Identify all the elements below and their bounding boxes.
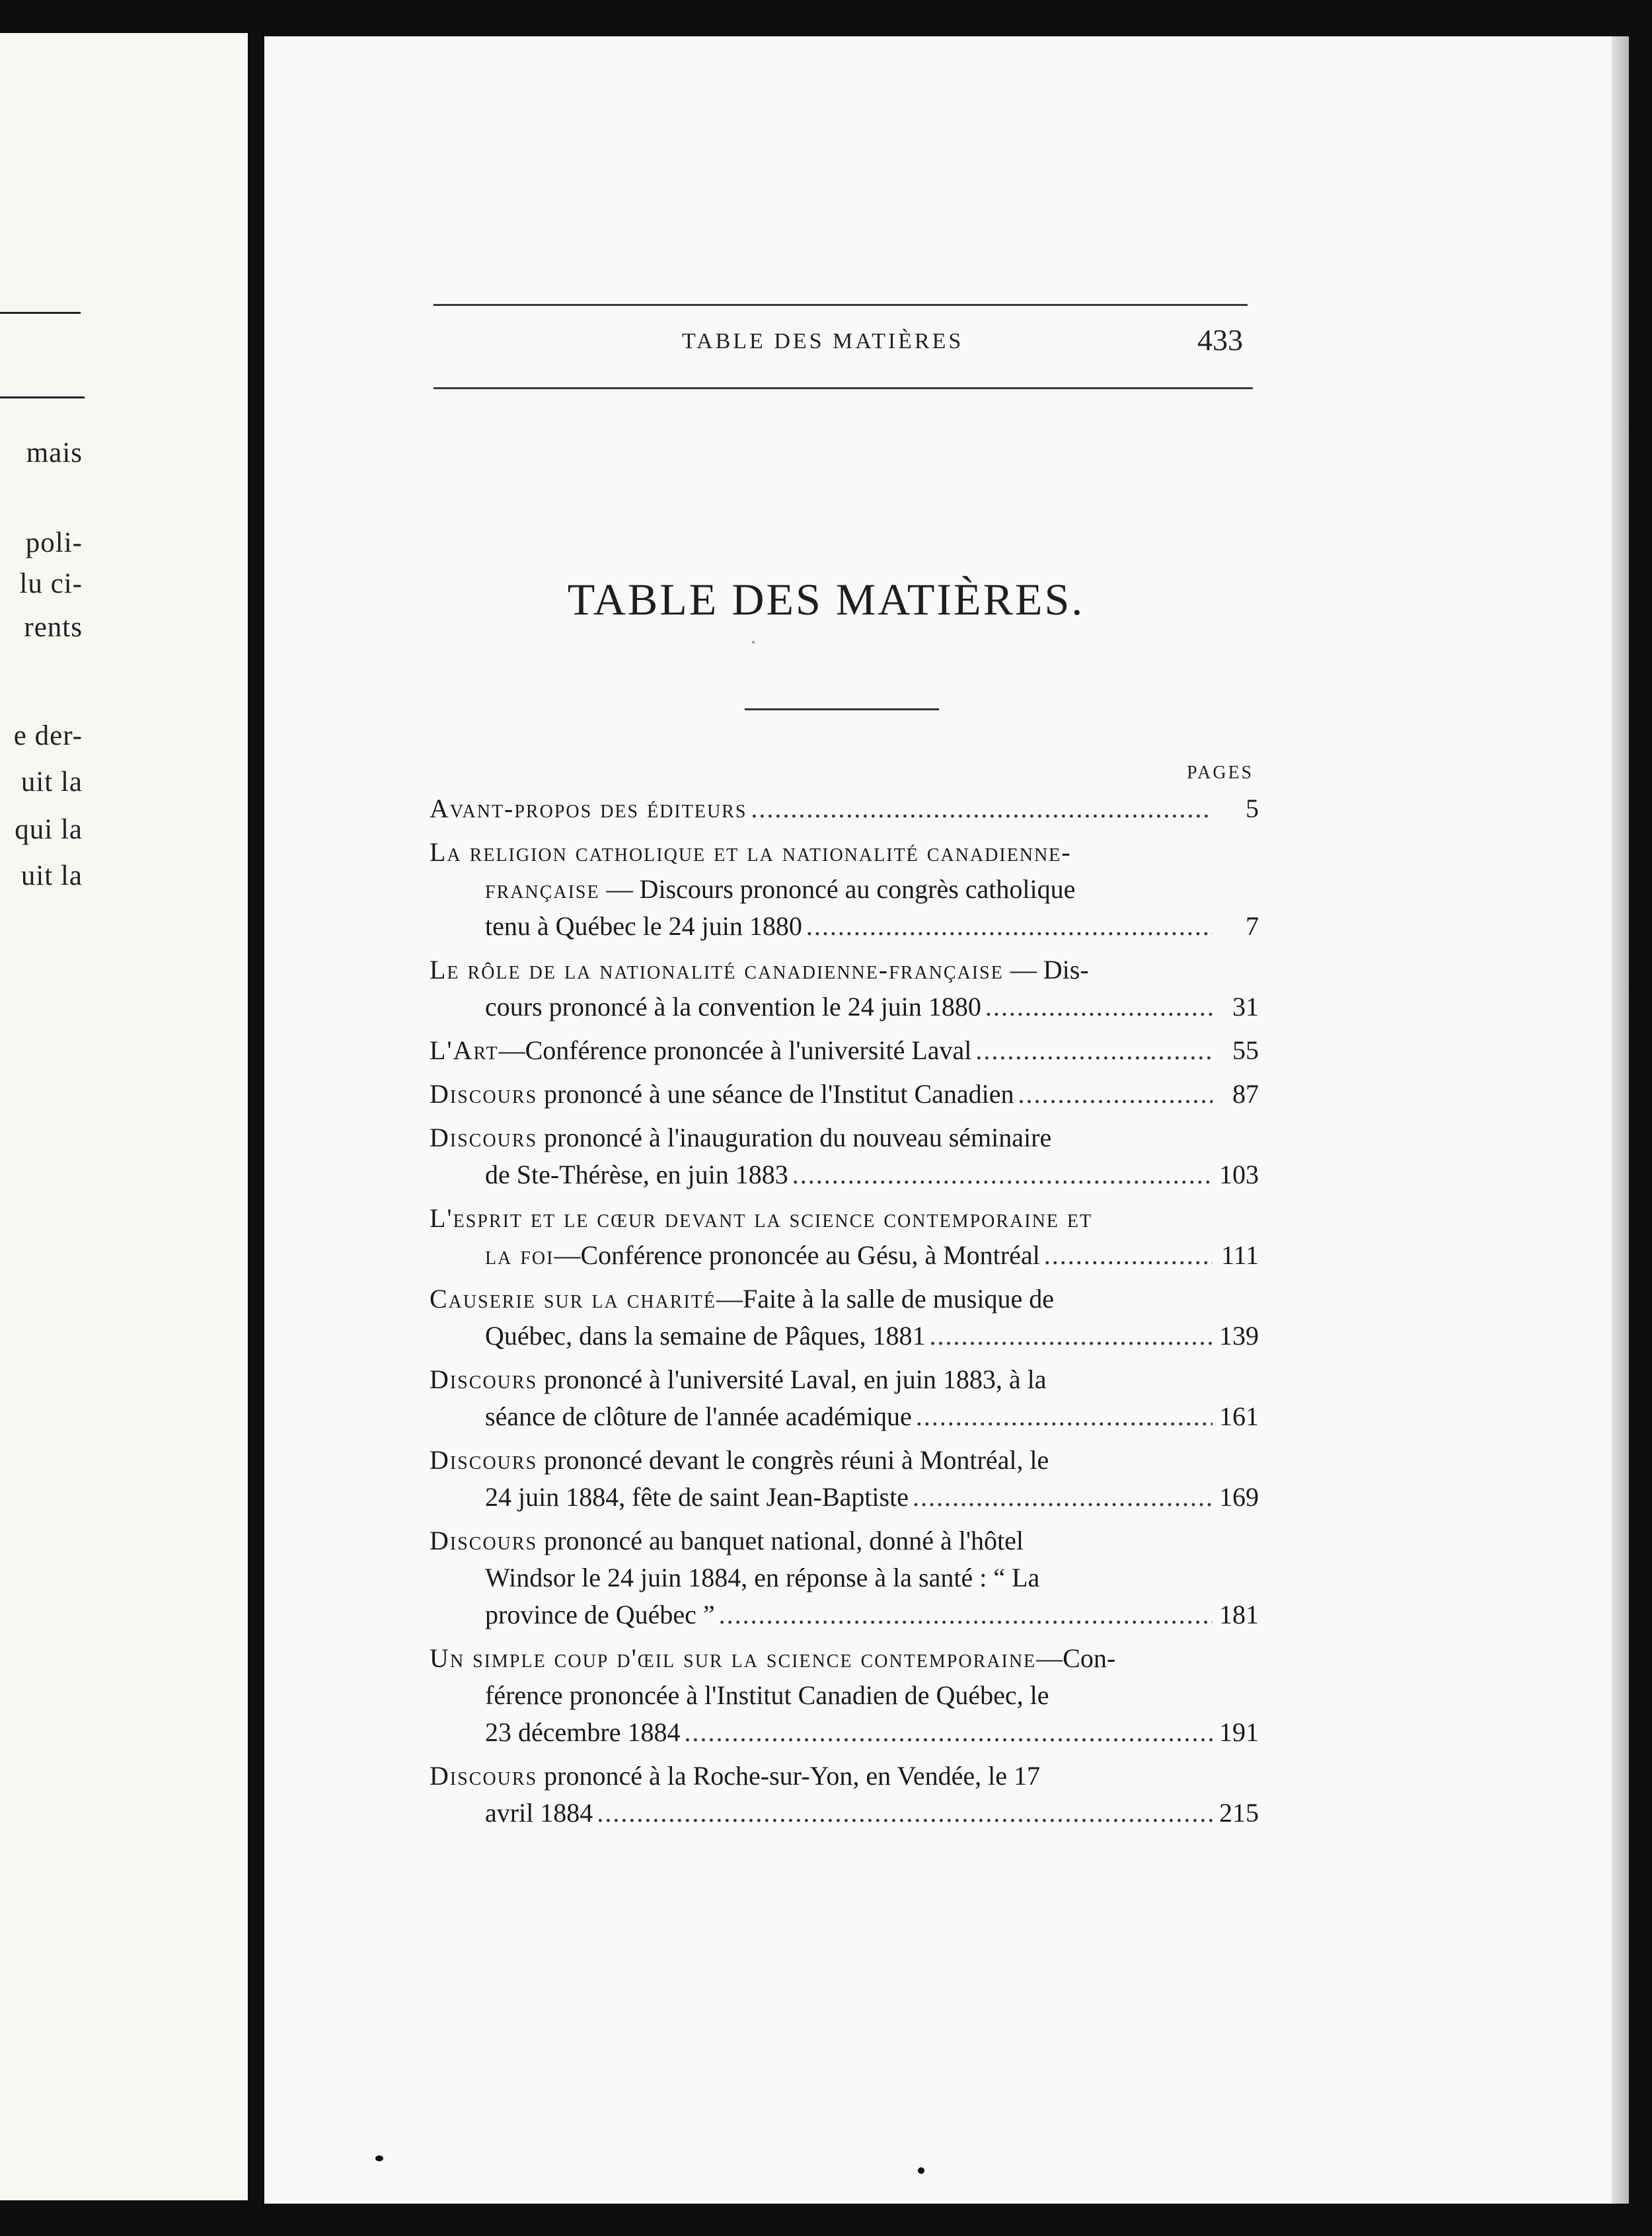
toc-entry-description: province de Québec ” bbox=[485, 1600, 715, 1629]
dot-leader bbox=[975, 1032, 1213, 1069]
left-page-text-line: poli- bbox=[25, 527, 83, 558]
toc-entry-line bbox=[430, 834, 1259, 871]
dot-leader bbox=[719, 1596, 1213, 1633]
toc-page-number: 191 bbox=[1219, 1717, 1259, 1747]
page-edge bbox=[1612, 36, 1629, 2204]
toc-page-number: 181 bbox=[1219, 1600, 1259, 1629]
left-page-text-line: e der- bbox=[13, 720, 83, 751]
toc-entry-line bbox=[430, 1596, 1259, 1633]
toc-entry-text bbox=[430, 951, 1089, 988]
toc-entry-text bbox=[485, 1795, 593, 1832]
toc-entry-line bbox=[430, 1318, 1259, 1355]
toc-entry bbox=[430, 1758, 1259, 1832]
toc-entry-text bbox=[485, 1318, 925, 1355]
ink-speck bbox=[752, 641, 755, 644]
toc-entry-description: prononcé au banquet national, donné à l'hôtel bbox=[537, 1526, 1024, 1555]
toc-entry-heading: Un simple coup d'œil sur la science contemporaine bbox=[430, 1643, 1037, 1673]
toc-entry-text bbox=[485, 1596, 715, 1633]
toc-entry-line bbox=[430, 1640, 1259, 1677]
toc-entry-description: cours prononcé à la convention le 24 juin 1880 bbox=[485, 992, 981, 1022]
dot-leader bbox=[1018, 1076, 1213, 1113]
toc-entry-description: séance de clôture de l'année académique bbox=[485, 1401, 912, 1431]
toc-entry-description: Québec, dans la semaine de Pâques, 1881 bbox=[485, 1321, 926, 1351]
toc-entry-text bbox=[430, 1200, 1092, 1237]
toc-entry-line bbox=[430, 1237, 1259, 1274]
page-title: TABLE DES MATIÈRES. bbox=[567, 574, 1085, 624]
toc-entry-text bbox=[430, 834, 1072, 871]
toc-entry-line bbox=[430, 1559, 1259, 1596]
toc-entry-line bbox=[430, 1714, 1259, 1751]
toc-entry-line bbox=[430, 1156, 1259, 1193]
toc-entry-heading: Discours bbox=[430, 1123, 538, 1152]
toc-page-number: 87 bbox=[1232, 1079, 1259, 1109]
toc-entry bbox=[430, 834, 1259, 945]
toc-entry-description: de Ste-Thérèse, en juin 1883 bbox=[485, 1160, 788, 1189]
toc-entry bbox=[430, 1119, 1259, 1193]
toc-entry-description: —Conférence prononcée au Gésu, à Montréal bbox=[554, 1240, 1040, 1270]
toc-entry-text bbox=[485, 1398, 912, 1435]
toc-entry-line bbox=[430, 1758, 1259, 1795]
toc-entry-line bbox=[430, 1479, 1259, 1516]
toc-entry-line bbox=[430, 1281, 1259, 1318]
toc-entry-heading: La religion catholique et la nationalité canadienne- bbox=[430, 837, 1072, 867]
ink-speck bbox=[918, 2167, 924, 2174]
toc-entry-heading: française bbox=[485, 874, 600, 904]
toc-entry-description: — Discours prononcé au congrès catholique bbox=[599, 874, 1076, 904]
toc-page-number: 103 bbox=[1219, 1160, 1259, 1189]
toc-entry-line bbox=[430, 871, 1259, 908]
toc-entry-text bbox=[430, 790, 747, 827]
toc-entry-description: —Faite à la salle de musique de bbox=[716, 1284, 1054, 1314]
toc-page-number: 215 bbox=[1219, 1798, 1259, 1828]
toc-entry bbox=[430, 790, 1259, 827]
toc-entry-heading: Discours bbox=[430, 1079, 538, 1109]
left-page-text-line: qui la bbox=[15, 814, 83, 845]
toc-entry-description: —Con- bbox=[1036, 1643, 1116, 1673]
toc-entry-line bbox=[430, 1032, 1259, 1069]
toc-entry-text bbox=[430, 1281, 1054, 1318]
left-page-fragment bbox=[0, 33, 248, 2200]
toc-entry-text bbox=[430, 1758, 1040, 1795]
toc-entry-description: 24 juin 1884, fête de saint Jean-Baptiste bbox=[485, 1482, 909, 1512]
toc-entry-heading: Causerie sur la charité bbox=[430, 1284, 717, 1314]
dot-leader bbox=[806, 908, 1213, 945]
toc-entry-line bbox=[430, 1398, 1259, 1435]
toc-entry bbox=[430, 1200, 1259, 1274]
left-rule-bottom bbox=[0, 396, 85, 398]
toc-page-number: 161 bbox=[1219, 1401, 1259, 1431]
toc-entry bbox=[430, 1076, 1259, 1113]
toc-entry-line bbox=[430, 1200, 1259, 1237]
left-page-text-line: mais bbox=[26, 437, 83, 468]
toc-page-number: 7 bbox=[1246, 911, 1259, 941]
toc-entry-description: tenu à Québec le 24 juin 1880 bbox=[485, 911, 802, 941]
toc-entry-line bbox=[430, 1076, 1259, 1113]
toc-entry-description: 23 décembre 1884 bbox=[485, 1717, 681, 1747]
toc-entry-line bbox=[430, 1522, 1259, 1559]
left-page-text-line: uit la bbox=[20, 860, 83, 891]
toc-entry-text bbox=[485, 1714, 680, 1751]
toc-entry-heading: Avant-propos des éditeurs bbox=[430, 794, 747, 823]
toc-page-number: 111 bbox=[1220, 1240, 1259, 1270]
dot-leader bbox=[1044, 1237, 1213, 1274]
pages-column-label: PAGES bbox=[1187, 763, 1254, 783]
dot-leader bbox=[929, 1318, 1213, 1355]
toc-entry-line bbox=[430, 1442, 1259, 1479]
toc-entry bbox=[430, 1032, 1259, 1069]
toc-entry-description: —Conférence prononcée à l'université Laval bbox=[498, 1035, 972, 1065]
toc-entry bbox=[430, 1640, 1259, 1751]
title-rule bbox=[745, 708, 939, 710]
dot-leader bbox=[792, 1156, 1213, 1193]
left-rule-top bbox=[0, 312, 81, 314]
toc-entry-text bbox=[485, 1479, 909, 1516]
toc-entry-text bbox=[485, 1237, 1040, 1274]
toc-entry-text bbox=[430, 1522, 1024, 1559]
toc-entry-heading: L'esprit et le cœur devant la science contemporaine et bbox=[430, 1203, 1093, 1233]
left-page-text-line: rents bbox=[24, 612, 83, 643]
toc-page-number: 55 bbox=[1232, 1035, 1259, 1065]
toc-entry-heading: Discours bbox=[430, 1526, 538, 1555]
toc-entry-line bbox=[430, 1795, 1259, 1832]
toc-entry-description: — Dis- bbox=[1003, 955, 1089, 985]
toc-entry-text bbox=[485, 1559, 1039, 1596]
left-page-text-line: lu ci- bbox=[19, 568, 83, 599]
left-page-text-line: uit la bbox=[20, 766, 83, 798]
table-of-contents bbox=[430, 790, 1259, 1838]
toc-entry bbox=[430, 1522, 1259, 1633]
toc-entry-line bbox=[430, 951, 1259, 988]
toc-entry-heading: Discours bbox=[430, 1364, 538, 1394]
dot-leader bbox=[597, 1795, 1213, 1832]
toc-entry-text bbox=[430, 1032, 971, 1069]
toc-entry-heading: L'Art bbox=[430, 1035, 499, 1065]
dot-leader bbox=[985, 988, 1213, 1025]
toc-entry-line bbox=[430, 790, 1259, 827]
ink-speck bbox=[375, 2155, 383, 2161]
toc-page-number: 5 bbox=[1246, 794, 1259, 823]
toc-entry-text bbox=[485, 908, 802, 945]
dot-leader bbox=[916, 1398, 1213, 1435]
dot-leader bbox=[913, 1479, 1213, 1516]
toc-entry-text bbox=[430, 1076, 1014, 1113]
toc-entry-line bbox=[430, 988, 1259, 1025]
toc-entry-text bbox=[485, 1677, 1049, 1714]
toc-entry-description: prononcé à l'inauguration du nouveau séminaire bbox=[537, 1123, 1052, 1152]
toc-entry-heading: Discours bbox=[430, 1445, 538, 1475]
toc-entry-line bbox=[430, 908, 1259, 945]
header-rule-bottom bbox=[433, 387, 1253, 389]
toc-page-number: 139 bbox=[1219, 1321, 1259, 1351]
toc-entry-description: férence prononcée à l'Institut Canadien de Québec, le bbox=[485, 1680, 1049, 1710]
toc-entry-description: avril 1884 bbox=[485, 1798, 593, 1828]
toc-entry-text bbox=[485, 871, 1075, 908]
dot-leader bbox=[684, 1714, 1213, 1751]
toc-entry-line bbox=[430, 1119, 1259, 1156]
toc-page-number: 169 bbox=[1219, 1482, 1259, 1512]
toc-entry-text bbox=[430, 1361, 1046, 1398]
toc-entry-heading: Le rôle de la nationalité canadienne-française bbox=[430, 955, 1004, 985]
toc-entry-text bbox=[430, 1119, 1051, 1156]
toc-entry-description: prononcé devant le congrès réuni à Montréal, le bbox=[537, 1445, 1049, 1475]
page-number: 433 bbox=[1197, 323, 1243, 357]
toc-entry bbox=[430, 1281, 1259, 1355]
toc-entry-text bbox=[430, 1442, 1049, 1479]
toc-entry bbox=[430, 951, 1259, 1025]
toc-entry-text bbox=[485, 988, 981, 1025]
toc-entry-description: prononcé à l'université Laval, en juin 1883, à la bbox=[537, 1364, 1047, 1394]
toc-page-number: 31 bbox=[1232, 992, 1259, 1022]
toc-entry-heading: la foi bbox=[485, 1240, 554, 1270]
toc-entry-text bbox=[430, 1640, 1115, 1677]
toc-entry-text bbox=[485, 1156, 788, 1193]
toc-entry-description: prononcé à une séance de l'Institut Canadien bbox=[537, 1079, 1014, 1109]
toc-entry-description: prononcé à la Roche-sur-Yon, en Vendée, le 17 bbox=[537, 1761, 1041, 1791]
running-title: TABLE DES MATIÈRES bbox=[682, 329, 964, 354]
toc-entry-heading: Discours bbox=[430, 1761, 538, 1791]
header-rule-top bbox=[433, 304, 1248, 306]
toc-entry bbox=[430, 1442, 1259, 1516]
toc-entry bbox=[430, 1361, 1259, 1435]
toc-entry-line bbox=[430, 1361, 1259, 1398]
toc-entry-line bbox=[430, 1677, 1259, 1714]
toc-entry-description: Windsor le 24 juin 1884, en réponse à la santé : “ La bbox=[485, 1563, 1040, 1592]
dot-leader bbox=[751, 790, 1213, 827]
